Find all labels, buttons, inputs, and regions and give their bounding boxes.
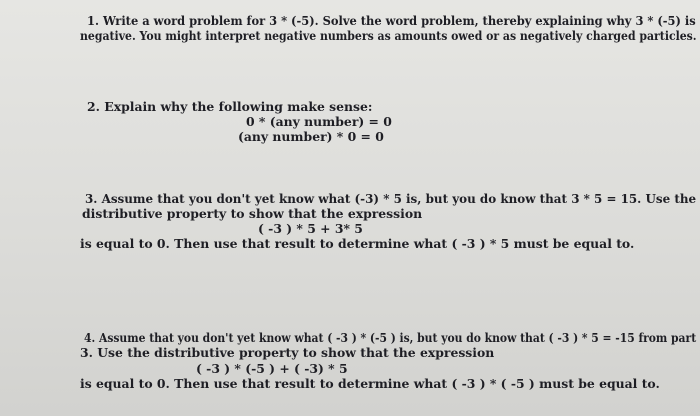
problem-3-expression: ( -3 ) * 5 + 3* 5 xyxy=(258,221,363,236)
problem-2-line-1: 2. Explain why the following make sense: xyxy=(87,99,373,114)
problem-2-equation-2: (any number) * 0 = 0 xyxy=(238,129,384,144)
problem-3-line-2: distributive property to show that the expression xyxy=(82,206,423,221)
problem-3-line-1: 3. Assume that you don't yet know what (-3) * 5 is, but you do know that 3 * 5 = 15. Use the xyxy=(85,191,697,206)
problem-4-line-1: 4. Assume that you don't yet know what ( -3 ) * (-5 ) is, but you do know that ( -3 ) * 5 = -15 from part xyxy=(84,330,697,345)
problem-1-line-2: negative. You might interpret negative numbers as amounts owed or as negatively charged particles. xyxy=(80,28,697,43)
problem-4-expression: ( -3 ) * (-5 ) + ( -3) * 5 xyxy=(196,361,348,376)
problem-4-line-4: is equal to 0. Then use that result to determine what ( -3 ) * ( -5 ) must be equal to. xyxy=(80,376,660,391)
problem-2-equation-1: 0 * (any number) = 0 xyxy=(246,114,392,129)
problem-3-line-4: is equal to 0. Then use that result to determine what ( -3 ) * 5 must be equal to. xyxy=(80,236,635,251)
problem-4-line-2: 3. Use the distributive property to show that the expression xyxy=(80,345,495,360)
problem-1-line-1: 1. Write a word problem for 3 * (-5). Solve the word problem, thereby explaining why 3 * (-5) is xyxy=(87,13,696,28)
